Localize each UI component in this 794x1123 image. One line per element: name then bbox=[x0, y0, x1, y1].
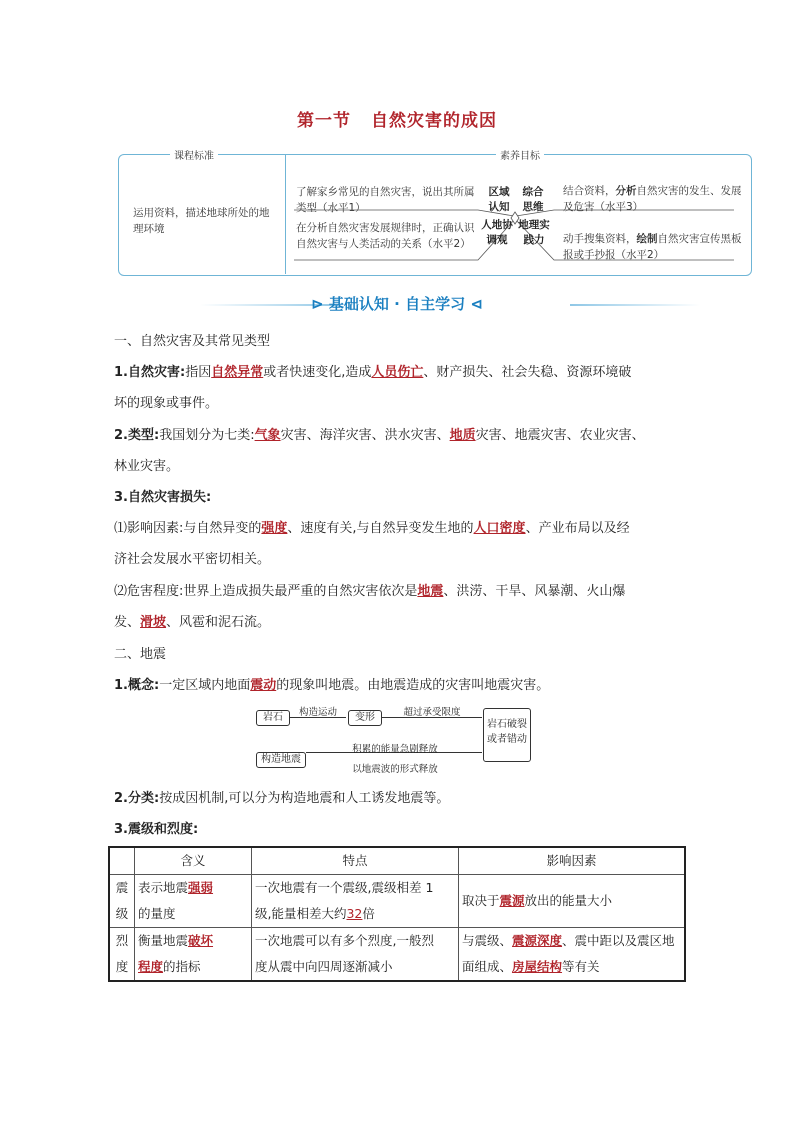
goal-left-1: 了解家乡常见的自然灾害，说出其所属类型（水平1） bbox=[296, 186, 475, 214]
goal-left-2: 在分析自然灾害发展规律时，正确认识自然灾害与人类活动的关系（水平2） bbox=[296, 222, 475, 250]
course-standard-text: 运用资料，描述地球所处的地理环境 bbox=[133, 207, 270, 235]
literacy-goal-label: 素养目标 bbox=[496, 147, 544, 162]
s1-p4: ⑴影响因素:与自然异变的强度、速度有关,与自然异变发生地的人口密度、产业布局以及经 济社会发展水平密切相关。 bbox=[114, 521, 630, 567]
section2-heading: 二、地震 bbox=[114, 647, 167, 662]
hub-geo-practice: 地理实践力 bbox=[518, 219, 550, 246]
s1-p1: 1.自然灾害:指因自然异常或者快速变化,造成人员伤亡、财产损失、社会失稳、资源环境破 坏的现象或事件。 bbox=[114, 365, 632, 411]
table-row: 烈 度 衡量地震破坏 程度的指标 一次地震可以有多个烈度,一般烈 度从震中向四周逐渐减小 与震级、震源深度、震中距以及震区地 面组成、房屋结构等有关 bbox=[109, 928, 685, 982]
s2-p1: 1.概念:一定区域内地面震动的现象叫地震。由地震造成的灾害叫地震灾害。 bbox=[114, 678, 550, 693]
course-standard-label: 课程标准 bbox=[170, 147, 218, 162]
node-rupture: 岩石破裂或者错动 bbox=[483, 708, 531, 762]
hub-regional-cognition: 区域认知 bbox=[488, 186, 510, 213]
node-tectonic-quake: 构造地震 bbox=[256, 752, 306, 768]
banner-right-icon: ⊲ bbox=[470, 295, 483, 313]
section-banner: ⊳ 基础认知 · 自主学习 ⊲ bbox=[311, 295, 483, 313]
s2-p2: 2.分类:按成因机制,可以分为构造地震和人工诱发地震等。 bbox=[114, 791, 450, 806]
earthquake-diagram bbox=[250, 706, 540, 776]
hub-human-land-coordination: 人地协调观 bbox=[481, 219, 513, 246]
edge-3-label: 积累的能量急剧释放 bbox=[352, 744, 438, 755]
table-row: 震 级 表示地震强弱 的量度 一次地震有一个震级,震级相差 1 级,能量相差大约32倍 取决于震源放出的能量大小 bbox=[109, 875, 685, 928]
table-header-row: 含义 特点 影响因素 bbox=[109, 847, 685, 875]
edge-2-label: 超过承受限度 bbox=[403, 707, 461, 718]
edge-1-label: 构造运动 bbox=[298, 707, 337, 718]
banner-left-icon: ⊳ bbox=[311, 295, 324, 313]
goal-right-2: 动手搜集资料，绘制自然灾害宣传黑板报或手抄报（水平2） bbox=[563, 233, 742, 261]
section1-heading: 一、自然灾害及其常见类型 bbox=[114, 334, 271, 349]
magnitude-intensity-table bbox=[108, 846, 686, 982]
s2-p3: 3.震级和烈度: bbox=[114, 822, 199, 837]
goal-right-1: 结合资料，分析自然灾害的发生、发展及危害（水平3） bbox=[563, 185, 742, 213]
hub-integrated-thinking: 综合思维 bbox=[522, 186, 544, 213]
s1-p2: 2.类型:我国划分为七类:气象灾害、海洋灾害、洪水灾害、地质灾害、地震灾害、农业灾害、 林业灾害。 bbox=[114, 428, 645, 474]
edge-4-label: 以地震波的形式释放 bbox=[352, 764, 438, 775]
s1-p3: 3.自然灾害损失: bbox=[114, 490, 212, 505]
page-title: 第一节 自然灾害的成因 bbox=[297, 111, 497, 131]
node-deform: 变形 bbox=[348, 710, 382, 726]
node-rock: 岩石 bbox=[256, 710, 290, 726]
s1-p5: ⑵危害程度:世界上造成损失最严重的自然灾害依次是地震、洪涝、干旱、风暴潮、火山爆 发、滑坡、风雹和泥石流。 bbox=[114, 584, 626, 630]
